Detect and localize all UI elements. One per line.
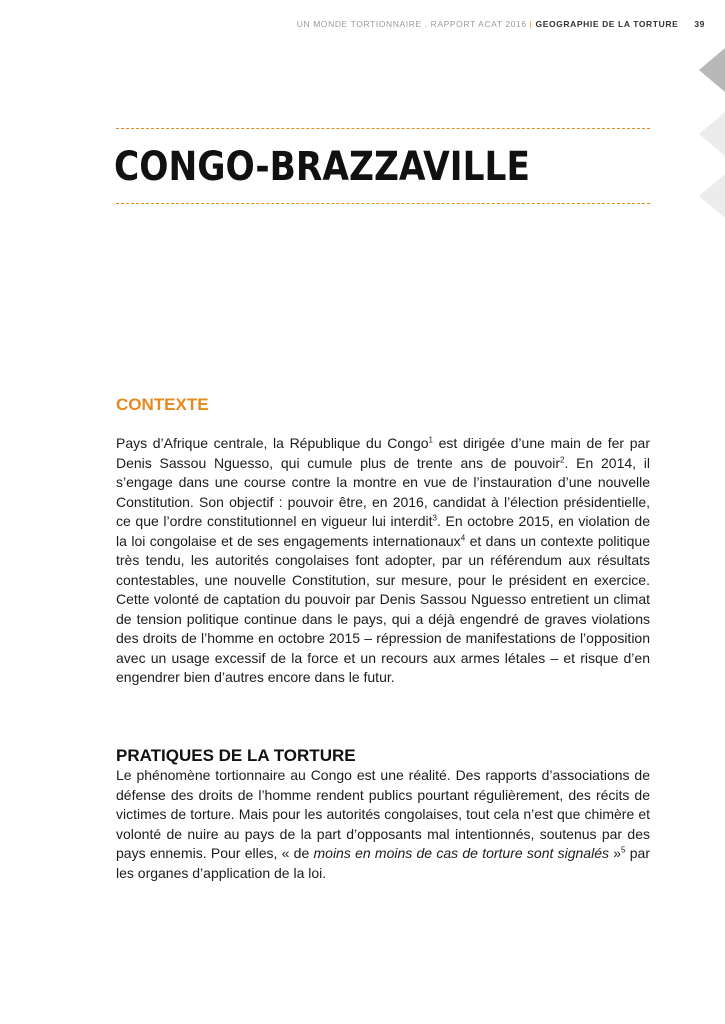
- header-separator: |: [529, 19, 533, 29]
- tab-arrow-icon[interactable]: [699, 112, 725, 156]
- footnote-ref[interactable]: 4: [460, 532, 466, 542]
- footnote-ref[interactable]: 2: [560, 454, 565, 464]
- contexte-heading: CONTEXTE: [116, 395, 209, 414]
- quoted-italic: moins en moins de cas de torture sont signalés: [313, 845, 609, 861]
- pratiques-paragraph: Le phénomène tortionnaire au Congo est une réalité. Des rapports d’associations de défense des droits de l’homme rendent publics pourtant régulièrement, des récits de victimes de torture. Mais pour les autorités congolaises, tout cela n’est que chimère et volonté de nuire au pays de la part d’opposants mal intentionnés, soutenus par des pays ennemis. Pour elles, « de moins en moins de cas de torture sont signalés »$^5$ par les organes d’application de la loi.: [116, 767, 650, 881]
- footnote-ref[interactable]: 1: [428, 435, 433, 445]
- tab-arrow-icon[interactable]: [699, 174, 725, 218]
- title-rule-top: [116, 128, 650, 129]
- title-rule-bottom: [116, 203, 650, 204]
- page-title: CONGO-BRAZZAVILLE: [114, 144, 530, 190]
- running-header: [297, 19, 705, 29]
- footnote-ref[interactable]: 3: [432, 513, 437, 523]
- page-number: 39: [694, 19, 705, 29]
- section-title: GEOGRAPHIE DE LA TORTURE: [535, 19, 679, 29]
- footnote-ref[interactable]: 5: [621, 845, 626, 855]
- tab-arrow-icon[interactable]: [699, 48, 725, 92]
- pratiques-heading: PRATIQUES DE LA TORTURE: [116, 746, 356, 765]
- contexte-paragraph: Pays d’Afrique centrale, la République du Congo$^1$ est dirigée d’une main de fer par Denis Sassou Nguesso, qui cumule plus de trente ans de pouvoir$^2$. En 2014, il s’engage dans une course contre la montre en vue de l’instauration d’une nouvelle Constitution. Son objectif : pouvoir être, en 2016, candidat à l’élection présidentielle, ce que l’ordre constitutionnel en vigueur lui interdit$^3$. En octobre 2015, en violation de la loi congolaise et de ses engagements internationaux$^4$ et dans un contexte politique très tendu, les autorités congolaises font adopter, par un référendum aux résultats contestables, une nouvelle Constitution, sur mesure, pour le président en exercice. Cette volonté de captation du pouvoir par Denis Sassou Nguesso entretient un climat de tension politique continue dans le pays, qui a déjà engendré de graves violations des droits de l’homme en octobre 2015 – répression de manifestations de l’opposition avec un usage excessif de la force et un recours aux armes létales – et risque d’en engendrer bien d’autres encore dans le futur.: [116, 435, 651, 685]
- publication-title: UN MONDE TORTIONNAIRE . RAPPORT ACAT 2016: [296, 19, 527, 29]
